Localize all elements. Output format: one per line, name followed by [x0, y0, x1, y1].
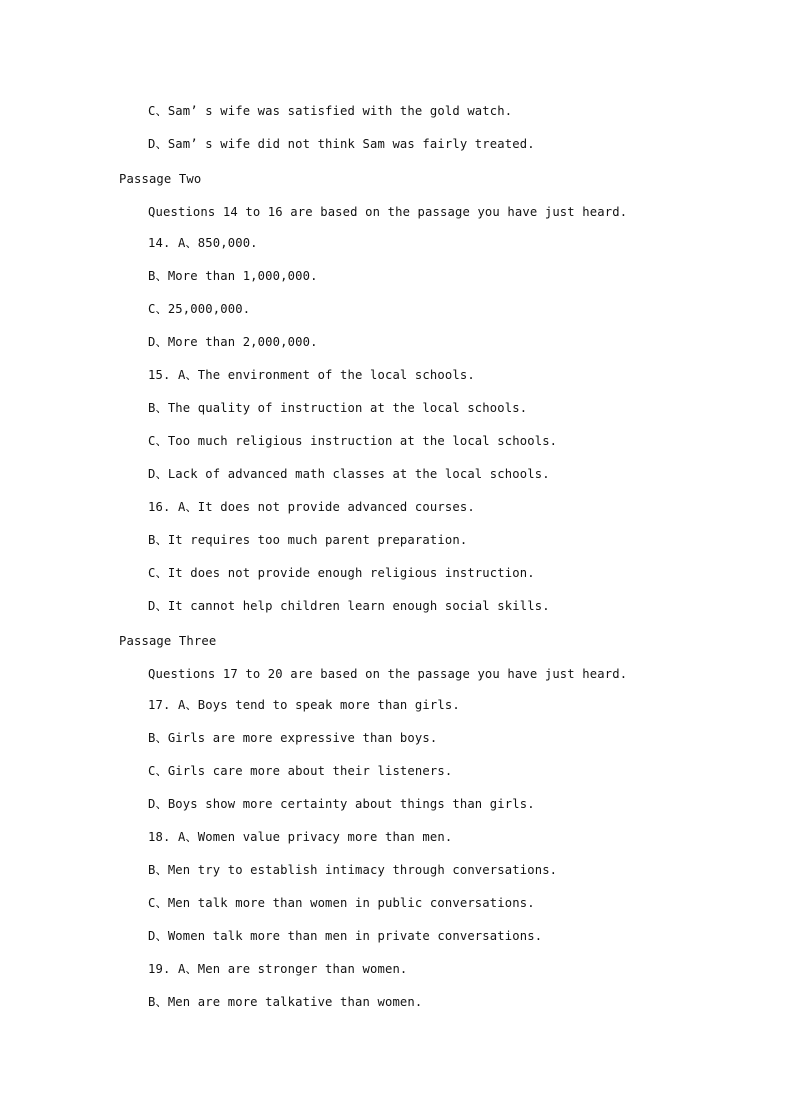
- option-line: B、It requires too much parent preparation.: [148, 533, 468, 547]
- option-line: D、Women talk more than men in private conversations.: [148, 929, 543, 943]
- option-line: D、Sam’ s wife did not think Sam was fairly treated.: [148, 137, 535, 151]
- option-line: B、Men try to establish intimacy through conversations.: [148, 863, 558, 877]
- option-line: C、25,000,000.: [148, 302, 251, 316]
- section-heading: Passage Two: [119, 172, 202, 186]
- option-line: B、More than 1,000,000.: [148, 269, 318, 283]
- question-line: 16. A、It does not provide advanced courses.: [148, 500, 475, 514]
- question-line: 15. A、The environment of the local schools.: [148, 368, 475, 382]
- option-line: D、Lack of advanced math classes at the local schools.: [148, 467, 550, 481]
- option-line: D、More than 2,000,000.: [148, 335, 318, 349]
- question-line: 19. A、Men are stronger than women.: [148, 962, 408, 976]
- section-heading: Passage Three: [119, 634, 217, 648]
- option-line: C、Sam’ s wife was satisfied with the gold watch.: [148, 104, 513, 118]
- option-line: B、Girls are more expressive than boys.: [148, 731, 438, 745]
- option-line: B、Men are more talkative than women.: [148, 995, 423, 1009]
- question-line: 14. A、850,000.: [148, 236, 258, 250]
- question-line: 17. A、Boys tend to speak more than girls.: [148, 698, 460, 712]
- option-line: D、Boys show more certainty about things than girls.: [148, 797, 535, 811]
- instruction-line: Questions 17 to 20 are based on the passage you have just heard.: [148, 667, 628, 681]
- option-line: C、Men talk more than women in public conversations.: [148, 896, 535, 910]
- option-line: B、The quality of instruction at the local schools.: [148, 401, 528, 415]
- option-line: C、Girls care more about their listeners.: [148, 764, 453, 778]
- question-line: 18. A、Women value privacy more than men.: [148, 830, 453, 844]
- option-line: C、It does not provide enough religious instruction.: [148, 566, 535, 580]
- option-line: D、It cannot help children learn enough social skills.: [148, 599, 550, 613]
- instruction-line: Questions 14 to 16 are based on the passage you have just heard.: [148, 205, 628, 219]
- option-line: C、Too much religious instruction at the local schools.: [148, 434, 558, 448]
